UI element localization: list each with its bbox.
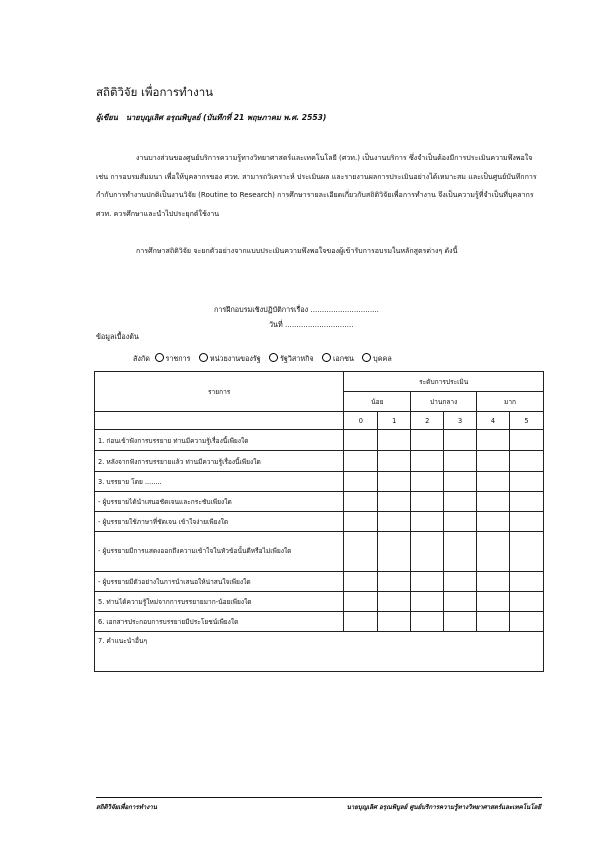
rating-cell[interactable]: [344, 572, 378, 592]
table-row: [95, 572, 544, 592]
radio-circle-icon: [362, 353, 371, 362]
radio-circle-icon: [155, 353, 164, 362]
rating-cell[interactable]: [444, 430, 477, 451]
scale-number: 1: [378, 412, 411, 430]
row-label: - ผู้บรรยายได้นำเสนอชัดเจนและกระชับเพียงใด: [95, 492, 344, 512]
rating-cell[interactable]: [344, 492, 378, 512]
scale-number: 2: [411, 412, 444, 430]
header-item: รายการ: [95, 372, 344, 412]
radio-circle-icon: [199, 353, 208, 362]
radio-circle-icon: [322, 353, 331, 362]
affiliation-option[interactable]: รัฐวิสาหกิจ: [269, 354, 314, 363]
row-label: - ผู้บรรยายมีตัวอย่างในการนำเสนอให้น่าสนใจเพียงใด: [95, 572, 344, 592]
rating-cell[interactable]: [509, 592, 543, 612]
author-label: ผู้เขียน: [96, 113, 118, 122]
comments-cell[interactable]: 7. คำแนะนำอื่นๆ: [95, 632, 544, 672]
rating-cell[interactable]: [378, 472, 411, 492]
rating-cell[interactable]: [378, 532, 411, 572]
footer-left: สถิติวิจัยเพื่อการทำงาน: [96, 804, 157, 811]
row-label: - ผู้บรรยายใช้ภาษาที่ชัดเจน เข้าใจง่ายเพียงใด: [95, 512, 344, 532]
scale-group-mid: ปานกลาง: [411, 392, 477, 412]
rating-cell[interactable]: [477, 451, 510, 472]
row-label: 3. บรรยาย โดย ........: [95, 472, 344, 492]
affiliation-option[interactable]: ราชการ: [155, 354, 191, 363]
table-row: [95, 472, 544, 492]
rating-cell[interactable]: [344, 472, 378, 492]
rating-cell[interactable]: [509, 492, 543, 512]
rating-cell[interactable]: [378, 612, 411, 632]
rating-cell[interactable]: [444, 592, 477, 612]
rating-cell[interactable]: [378, 430, 411, 451]
scale-group-high: มาก: [477, 392, 544, 412]
rating-cell[interactable]: [477, 472, 510, 492]
rating-cell[interactable]: [411, 472, 444, 492]
rating-cell[interactable]: [344, 612, 378, 632]
rating-cell[interactable]: [477, 492, 510, 512]
rating-cell[interactable]: [411, 572, 444, 592]
row-label: 6. เอกสารประกอบการบรรยายมีประโยชน์เพียงใด: [95, 612, 344, 632]
row-label: 1. ก่อนเข้าฟังการบรรยาย ท่านมีความรู้เรื่องนี้เพียงใด: [95, 430, 344, 451]
rating-cell[interactable]: [509, 451, 543, 472]
affiliation-option[interactable]: หน่วยงานของรัฐ: [199, 354, 261, 363]
footer-divider: [96, 797, 542, 798]
rating-cell[interactable]: [411, 492, 444, 512]
table-row: [95, 492, 544, 512]
scale-number: 5: [509, 412, 543, 430]
scale-number: 0: [344, 412, 378, 430]
rating-cell[interactable]: [378, 592, 411, 612]
rating-cell[interactable]: [411, 612, 444, 632]
rating-cell[interactable]: [378, 512, 411, 532]
table-row: [95, 612, 544, 632]
form-title: การฝึกอบรมเชิงปฏิบัติการเรื่อง ..............................: [214, 305, 379, 314]
rating-cell[interactable]: [477, 532, 510, 572]
rating-cell[interactable]: [444, 532, 477, 572]
author-text: นายบุญเลิศ อรุณพิบูลย์ (บันทึกที่ 21 พฤษภาคม พ.ศ. 2553): [125, 113, 327, 122]
form-date: วันที่ ..............................: [269, 320, 354, 329]
row-label: 5. ท่านได้ความรู้ใหม่จากการบรรยายมาก-น้อยเพียงใด: [95, 592, 344, 612]
row-label: - ผู้บรรยายมีการแสดงออกถึงความเข้าใจในหัวข้อนั้นดีหรือไม่เพียงใด: [95, 532, 344, 572]
rating-cell[interactable]: [509, 512, 543, 532]
rating-cell[interactable]: [477, 430, 510, 451]
rating-cell[interactable]: [509, 430, 543, 451]
rating-cell[interactable]: [477, 612, 510, 632]
rating-cell[interactable]: [378, 572, 411, 592]
rating-cell[interactable]: [444, 472, 477, 492]
rating-cell[interactable]: [411, 532, 444, 572]
comments-row: [95, 632, 544, 672]
rating-cell[interactable]: [411, 512, 444, 532]
intro-paragraph: งานบางส่วนของศูนย์บริการความรู้ทางวิทยาศาสตร์และเทคโนโลยี (ศวท.) เป็นงานบริการ ซึ่งจำเป็นต้องมีการประเมินความพึงพอใจ เช่น การอบรมสัมมนา เพื่อให้บุคลากรของ ศวท. สามารถวิเคราะห์ ประเมินผล และรายงานผลการประเมินอย่างได้เหมาะสม และเป็นศูนย์บันทึกการกำกับการทำงานปกติเป็นงานวิจัย (Routine to Research) การศึกษารายละเอียดเกี่ยวกับสถิติวิจัยเพื่อการทำงาน จึงเป็นความรู้ที่จำเป็นที่บุคลากร ศวท. ควรศึกษาและนำไปประยุกต์ใช้งาน: [96, 153, 537, 218]
rating-cell[interactable]: [344, 592, 378, 612]
scale-number: 4: [477, 412, 510, 430]
page-title: สถิติวิจัย เพื่อการทำงาน: [96, 85, 214, 99]
blank-cell: [95, 412, 344, 430]
rating-cell[interactable]: [477, 572, 510, 592]
rating-cell[interactable]: [509, 572, 543, 592]
radio-circle-icon: [269, 353, 278, 362]
scale-number: 3: [444, 412, 477, 430]
rating-cell[interactable]: [444, 492, 477, 512]
rating-cell[interactable]: [477, 592, 510, 612]
row-label: 2. หลังจากฟังการบรรยายแล้ว ท่านมีความรู้เรื่องนี้เพียงใด: [95, 451, 344, 472]
rating-cell[interactable]: [411, 592, 444, 612]
rating-cell[interactable]: [444, 612, 477, 632]
affiliation-option[interactable]: บุคคล: [362, 354, 392, 363]
affiliation-option[interactable]: เอกชน: [322, 354, 354, 363]
table-row: [95, 430, 544, 451]
scale-group-low: น้อย: [344, 392, 411, 412]
table-row: [95, 512, 544, 532]
rating-cell[interactable]: [344, 451, 378, 472]
rating-cell[interactable]: [378, 451, 411, 472]
rating-cell[interactable]: [378, 492, 411, 512]
rating-cell[interactable]: [344, 532, 378, 572]
rating-cell[interactable]: [477, 512, 510, 532]
author-line: [96, 112, 326, 124]
table-row: [95, 451, 544, 472]
footer-right: นายบุญเลิศ อรุณพิบูลย์ ศูนย์บริการความรู้ทางวิทยาศาสตร์และเทคโนโลยี: [346, 804, 541, 811]
rating-cell[interactable]: [444, 512, 477, 532]
rating-cell[interactable]: [509, 612, 543, 632]
table-row: [95, 532, 544, 572]
rating-cell[interactable]: [411, 451, 444, 472]
affiliation-row: [133, 353, 398, 365]
rating-cell[interactable]: [444, 451, 477, 472]
rating-cell[interactable]: [344, 512, 378, 532]
header-scale: ระดับการประเมิน: [344, 372, 544, 392]
affiliation-label: สังกัด: [133, 354, 150, 363]
evaluation-table: [94, 371, 544, 672]
method-paragraph: การศึกษาสถิติวิจัย จะยกตัวอย่างจากแบบประเมินความพึงพอใจของผู้เข้ารับการอบรมในหลักสูตรต่างๆ ดังนี้: [136, 246, 458, 255]
rating-cell[interactable]: [411, 430, 444, 451]
rating-cell[interactable]: [444, 572, 477, 592]
rating-cell[interactable]: [344, 430, 378, 451]
table-row: [95, 592, 544, 612]
rating-cell[interactable]: [509, 532, 543, 572]
rating-cell[interactable]: [509, 472, 543, 492]
section-label: ข้อมูลเบื้องต้น: [96, 332, 139, 341]
